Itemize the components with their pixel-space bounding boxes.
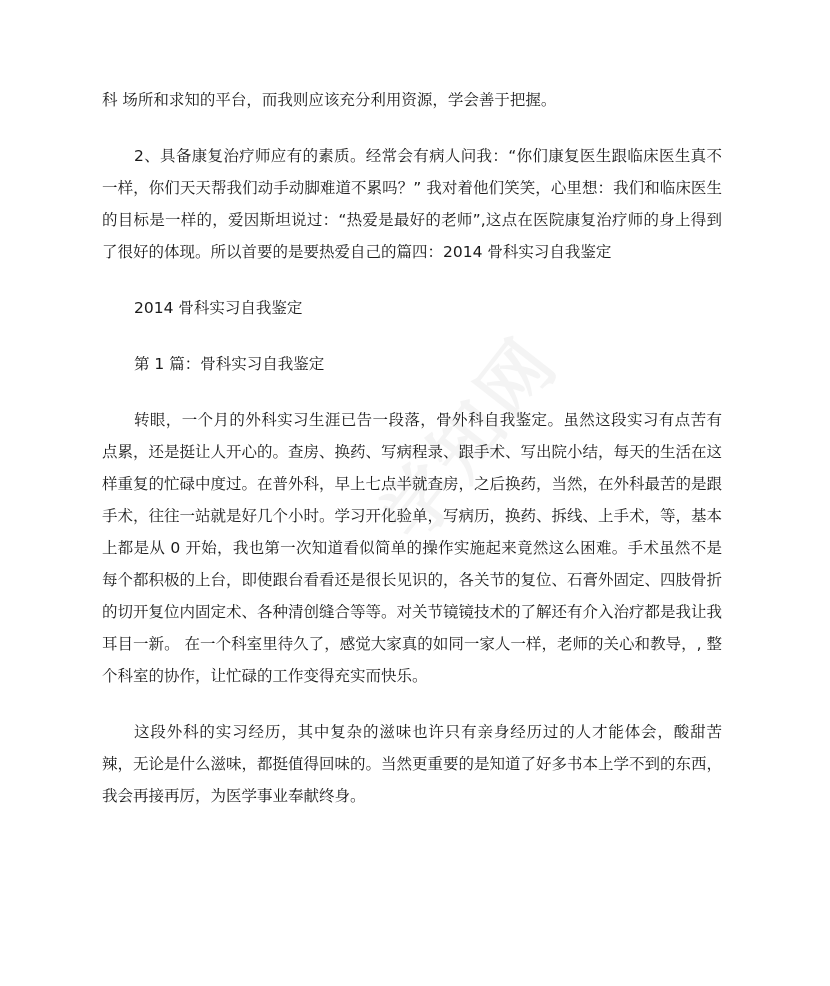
document-body bbox=[102, 84, 722, 812]
paragraph-intro-tail: 科 场所和求知的平台，而我则应该充分利用资源，学会善于把握。 bbox=[102, 91, 557, 109]
section-title: 2014 骨科实习自我鉴定 bbox=[134, 299, 303, 317]
paragraph-point-2: 2、具备康复治疗师应有的素质。经常会有病人问我：“你们康复医生跟临床医生真不一样，你们天天帮我们动手动脚难道不累吗？” 我对着他们笑笑，心里想：我们和临床医生的目标是一样的，爱因斯坦说过：“热爱是最好的老师”,这点在医院康复治疗师的身上得到了很好的体现。所以首要的是要热爱自己的篇四：2014 骨科实习自我鉴定 bbox=[102, 147, 722, 261]
paragraph-body-2: 这段外科的实习经历，其中复杂的滋味也许只有亲身经历过的人才能体会，酸甜苦辣，无论是什么滋味，都挺值得回味的。当然更重要的是知道了好多书本上学不到的东西，我会再接再厉，为医学事业奉献终身。 bbox=[102, 723, 723, 805]
paragraph-body-1: 转眼，一个月的外科实习生涯已告一段落，骨外科自我鉴定。虽然这段实习有点苦有点累，还是挺让人开心的。查房、换药、写病程录、跟手术、写出院小结，每天的生活在这样重复的忙碌中度过。在普外科，早上七点半就查房，之后换药，当然，在外科最苦的是跟手术，往往一站就是好几个小时。学习开化验单，写病历，换药、拆线、上手术，等，基本上都是从 0 开始，我也第一次知道看似简单的操作实施起来竟然这么困难。手术虽然不是每个都积极的上台，即使跟台看看还是很长见识的，各关节的复位、石膏外固定、四肢骨折的切开复位内固定术、各种清创缝合等等。对关节镜镜技术的了解还有介入治疗都是我让我耳目一新。 在一个科室里待久了，感觉大家真的如同一家人一样，老师的关心和教导，, 整个科室的协作，让忙碌的工作变得充实而快乐。 bbox=[102, 411, 723, 685]
section-subtitle: 第 1 篇：骨科实习自我鉴定 bbox=[134, 355, 325, 373]
